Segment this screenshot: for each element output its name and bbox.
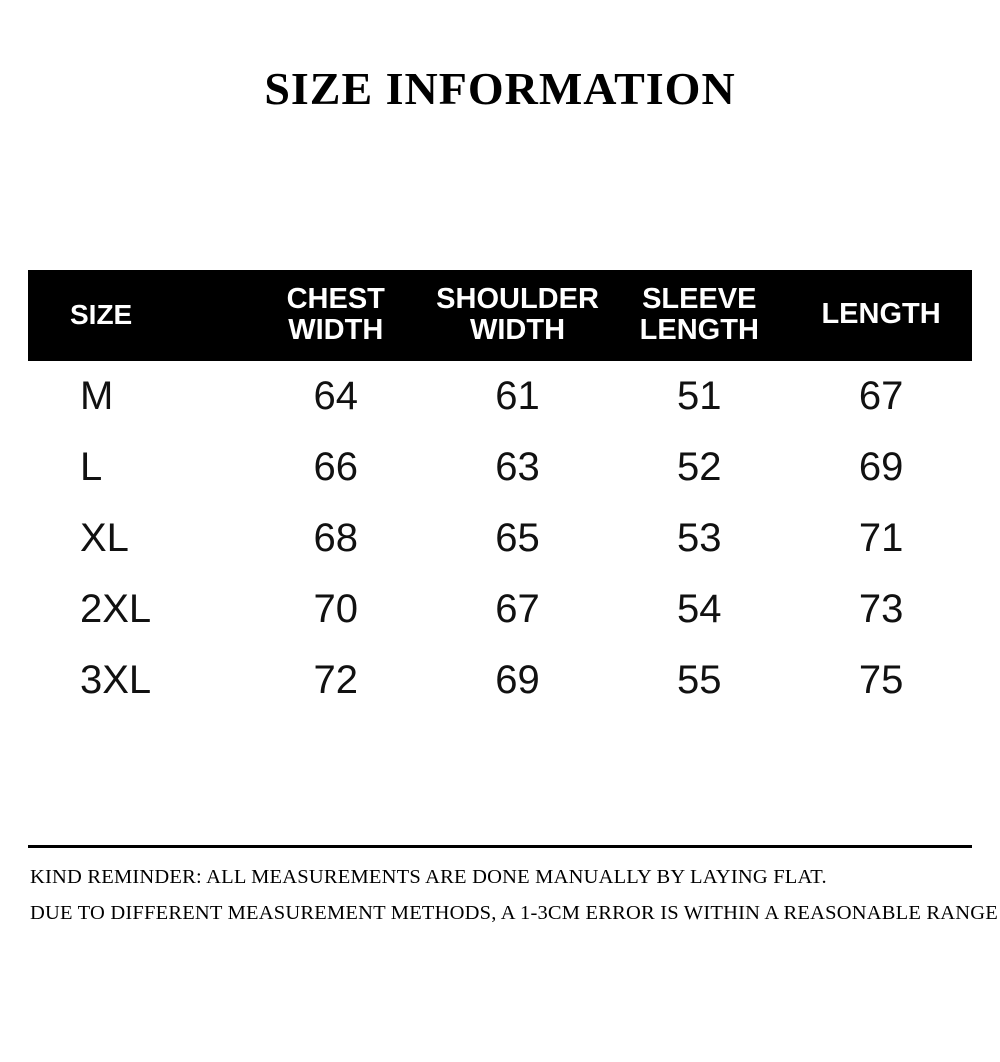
cell-sleeve: 54 [677,587,722,632]
table-row [28,361,972,432]
size-table [28,270,972,716]
table-row [28,503,972,574]
cell-length: 73 [858,587,904,632]
reminder-notes [30,860,998,932]
cell-sleeve: 52 [677,445,722,490]
cell-size: 2XL [80,587,152,632]
cell-shoulder: 61 [495,374,540,419]
cell-sleeve: 55 [677,658,722,703]
cell-shoulder: 67 [495,587,540,632]
cell-shoulder: 69 [495,658,540,703]
page-title: SIZE INFORMATION [264,63,736,114]
cell-size: 3XL [80,658,152,703]
cell-sleeve: 53 [677,516,722,561]
table-body [28,361,972,716]
cell-length: 69 [858,445,904,490]
cell-size: L [80,445,103,490]
cell-length: 67 [858,374,904,419]
cell-length: 71 [858,516,904,561]
table-row [28,432,972,503]
cell-chest: 68 [313,516,358,561]
cell-shoulder: 65 [495,516,540,561]
cell-size: M [80,374,114,419]
cell-size: XL [80,516,129,561]
table-row [28,574,972,645]
size-table-container [28,270,972,716]
size-chart-page [0,62,1000,1062]
table-header-row [28,270,972,361]
table-bottom-divider [28,845,972,848]
table-row [28,645,972,716]
column-header-shoulder-width: SHOULDER WIDTH [436,283,599,346]
cell-sleeve: 51 [677,374,722,419]
table-header [28,270,972,361]
cell-chest: 64 [313,374,358,419]
cell-shoulder: 63 [495,445,540,490]
cell-chest: 70 [313,587,358,632]
column-header-size: SIZE [70,298,133,330]
column-header-sleeve-length: SLEEVE LENGTH [639,283,759,346]
reminder-line-2: DUE TO DIFFERENT MEASUREMENT METHODS, A 1-3CM ERROR IS WITHIN A REASONABLE RANGE [30,901,998,924]
column-header-chest-width: CHEST WIDTH [286,283,385,346]
column-header-length: LENGTH [821,298,941,331]
reminder-line-1: KIND REMINDER: ALL MEASUREMENTS ARE DONE MANUALLY BY LAYING FLAT. [30,866,827,888]
cell-chest: 72 [313,658,358,703]
cell-chest: 66 [313,445,358,490]
cell-length: 75 [858,658,904,703]
